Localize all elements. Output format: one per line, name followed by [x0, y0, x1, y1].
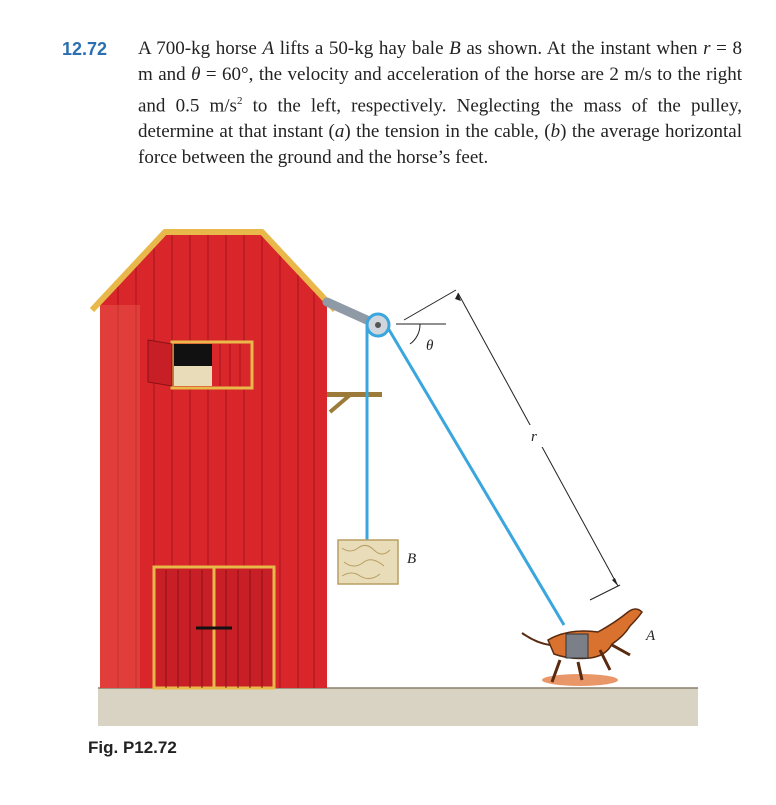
ground [98, 688, 698, 726]
ledge [327, 392, 382, 397]
hay-bale [338, 540, 398, 584]
horse [522, 609, 642, 686]
problem-number: 12.72 [62, 39, 108, 59]
figure-caption: Fig. P12.72 [88, 738, 177, 757]
cable-inclined [388, 328, 564, 625]
r-label: r [531, 429, 537, 445]
barn [92, 232, 335, 688]
harness [566, 634, 588, 658]
horse-label: A [646, 628, 656, 644]
bale-label: B [407, 551, 417, 567]
theta-label: θ [426, 338, 434, 354]
loft-hay [174, 366, 212, 386]
problem-text: A 700-kg horse A lifts a 50-kg hay bale B as shown. At the instant when r = 8 m and θ = 60°, the velocity and acceleration of the horse are 2 m/s to the right and 0.5 $m/s^2$ to the left, respectively. Neglecting the mass of the pulley, determine at that instant (a) the tension in the cable, (b) the average horizontal force between the ground and the horse’s feet. [138, 38, 743, 169]
